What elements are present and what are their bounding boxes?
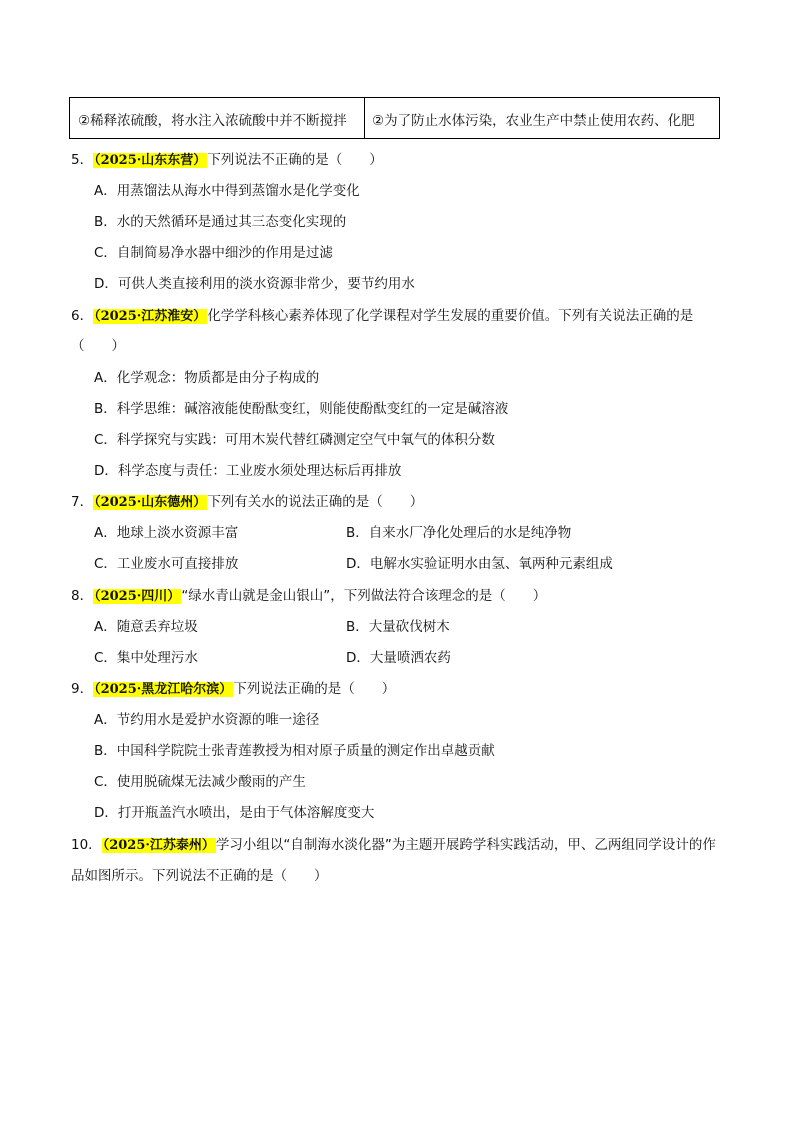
option: B．自来水厂净化处理后的水是纯净物: [346, 525, 572, 541]
question-9: [71, 677, 395, 697]
option: C．科学探究与实践：可用木炭代替红磷测定空气中氧气的体积分数: [94, 432, 495, 448]
table-cell-left: [70, 98, 365, 138]
option: C．工业废水可直接排放: [94, 556, 239, 572]
question-stem: 学习小组以“自制海水淡化器”为主题开展跨学科实践活动，甲、乙两组同学设计的作: [215, 837, 716, 853]
source-tag: （2025·山东东营）: [94, 153, 207, 168]
option: D．打开瓶盖汽水喷出，是由于气体溶解度变大: [94, 805, 375, 821]
option: D．可供人类直接利用的淡水资源非常少，要节约用水: [94, 276, 415, 292]
question-10: [71, 833, 716, 853]
option: B．大量砍伐树木: [346, 619, 450, 635]
question-stem: “绿水青山就是金山银山”，下列做法符合该理念的是（ ）: [181, 588, 547, 604]
option: A．用蒸馏法从海水中得到蒸馏水是化学变化: [94, 183, 360, 199]
question-7: [71, 490, 423, 510]
question-number: 7．: [71, 494, 94, 510]
option: D．电解水实验证明水由氢、氧两种元素组成: [346, 556, 613, 572]
source-tag: （2025·黑龙江哈尔滨）: [94, 682, 233, 697]
question-stem: 化学学科核心素养体现了化学课程对学生发展的重要价值。下列有关说法正确的是: [207, 308, 694, 324]
answer-table: [69, 97, 720, 139]
option: A．地球上淡水资源丰富: [94, 525, 239, 541]
question-number: 10．: [71, 837, 102, 853]
question-stem-continued: 品如图所示。下列说法不正确的是（ ）: [71, 868, 328, 884]
option: D．科学态度与责任：工业废水须处理达标后再排放: [94, 463, 402, 479]
table-cell-right-text: ②为了防止水体污染，农业生产中禁止使用农药、化肥: [372, 113, 695, 129]
option: A．节约用水是爱护水资源的唯一途径: [94, 712, 320, 728]
question-number: 9．: [71, 681, 94, 697]
question-number: 5．: [71, 152, 94, 168]
option: C．自制简易净水器中细沙的作用是过滤: [94, 245, 333, 261]
option: A．随意丢弃垃圾: [94, 619, 198, 635]
question-stem-continued: （ ）: [71, 338, 125, 354]
option: C．使用脱硫煤无法减少酸雨的产生: [94, 774, 306, 790]
option: D．大量喷洒农药: [346, 650, 451, 666]
option: A．化学观念：物质都是由分子构成的: [94, 370, 320, 386]
option: B．水的天然循环是通过其三态变化实现的: [94, 214, 347, 230]
source-tag: （2025·江苏淮安）: [94, 309, 207, 324]
source-tag: （2025·四川）: [94, 589, 181, 604]
source-tag: （2025·江苏泰州）: [102, 838, 215, 853]
question-number: 6．: [71, 308, 94, 324]
question-stem: 下列有关水的说法正确的是（ ）: [207, 494, 424, 510]
question-5: [71, 148, 383, 168]
source-tag: （2025·山东德州）: [94, 495, 207, 510]
option: B．科学思维：碱溶液能使酚酞变红，则能使酚酞变红的一定是碱溶液: [94, 401, 509, 417]
question-6: [71, 304, 693, 324]
question-stem: 下列说法不正确的是（ ）: [207, 152, 383, 168]
question-8: [71, 584, 546, 604]
question-stem: 下列说法正确的是（ ）: [233, 681, 396, 697]
option: B．中国科学院院士张青莲教授为相对原子质量的测定作出卓越贡献: [94, 743, 495, 759]
question-number: 8．: [71, 588, 94, 604]
option: C．集中处理污水: [94, 650, 198, 666]
table-cell-left-text: ②稀释浓硫酸，将水注入浓硫酸中并不断搅拌: [78, 113, 347, 129]
